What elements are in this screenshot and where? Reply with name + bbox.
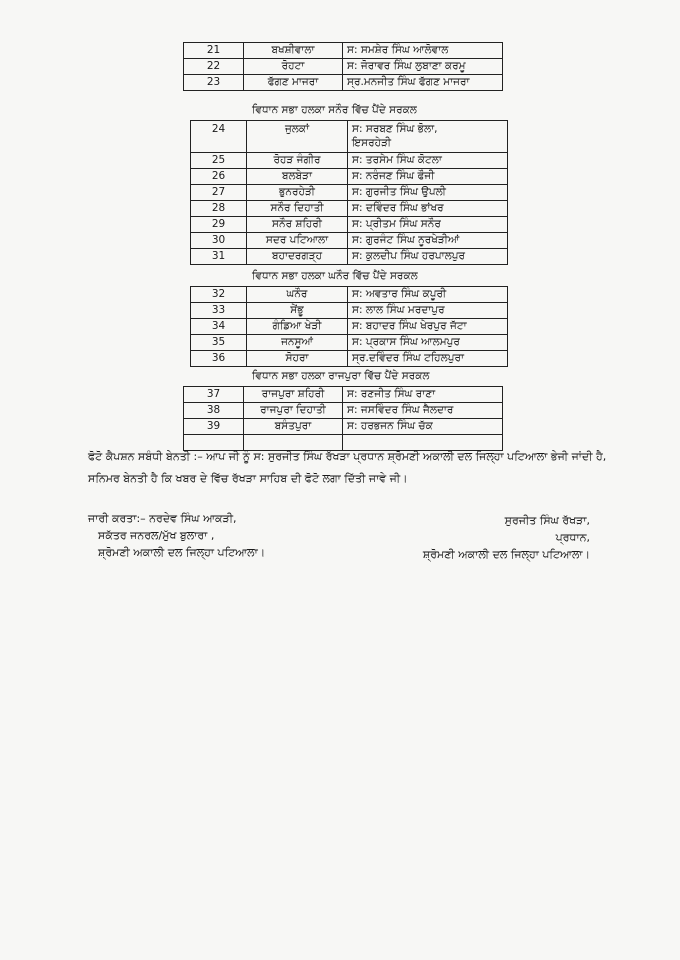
row-number: 26 bbox=[191, 169, 247, 185]
table-row bbox=[191, 249, 508, 265]
circle-name: ਰੋਹਟਾ bbox=[244, 59, 343, 75]
section-heading-sanour: ਵਿਧਾਨ ਸਭਾ ਹਲਕਾ ਸਨੌਰ ਵਿੱਚ ਪੈਂਦੇ ਸਰਕਲ bbox=[252, 104, 417, 116]
signatory-line-3: ਸ਼੍ਰੋਮਣੀ ਅਕਾਲੀ ਦਲ ਜਿਲ੍ਹਾ ਪਟਿਆਲਾ। bbox=[422, 548, 590, 561]
table-row bbox=[184, 43, 503, 59]
circle-table-3 bbox=[190, 286, 508, 367]
circle-name: ਸਨੌਰ ਸ਼ਹਿਰੀ bbox=[247, 217, 348, 233]
incharge-name: ਸ: ਬਹਾਦਰ ਸਿੰਘ ਖੇਰਪੁਰ ਜੱਟਾ bbox=[348, 319, 508, 335]
issuer-block bbox=[88, 510, 265, 561]
circle-name: ਸੇਂਭੂ bbox=[247, 303, 348, 319]
row-number: 24 bbox=[191, 121, 247, 153]
incharge-name-line2: ਇਸਰਹੇੜੀ bbox=[352, 137, 392, 149]
signatory-block bbox=[420, 512, 590, 563]
circle-name: ਸਨੌਰ ਦਿਹਾਤੀ bbox=[247, 201, 348, 217]
row-number: 35 bbox=[191, 335, 247, 351]
table-row bbox=[191, 335, 508, 351]
circle-name: ਸੋਹਰਾ bbox=[247, 351, 348, 367]
table-row bbox=[191, 153, 508, 169]
incharge-name bbox=[348, 121, 508, 153]
incharge-name-line1: ਸ: ਸਰਬਣ ਸਿੰਘ ਭੋਲਾ, bbox=[352, 123, 438, 135]
row-number: 27 bbox=[191, 185, 247, 201]
incharge-name: ਸ੍ਰ.ਦਵਿੰਦਰ ਸਿੰਘ ਟਹਿਲਪੁਰਾ bbox=[348, 351, 508, 367]
row-number: 38 bbox=[184, 403, 244, 419]
row-number: 37 bbox=[184, 387, 244, 403]
incharge-name: ਸ: ਜੋਰਾਵਰ ਸਿੰਘ ਲੁਬਾਣਾ ਕਰਮੂ bbox=[343, 59, 503, 75]
incharge-name: ਸ: ਹਰਭਜਨ ਸਿੰਘ ਚੱਕ bbox=[343, 419, 503, 435]
section-heading-ghanour: ਵਿਧਾਨ ਸਭਾ ਹਲਕਾ ਘਨੌਰ ਵਿੱਚ ਪੈਂਦੇ ਸਰਕਲ bbox=[252, 270, 418, 282]
incharge-name: ਸ: ਕੁਲਦੀਪ ਸਿੰਘ ਹਰਪਾਲਪੁਰ bbox=[348, 249, 508, 265]
circle-name: ਘਨੌਰ bbox=[247, 287, 348, 303]
circle-table-1 bbox=[183, 42, 503, 91]
table-row bbox=[191, 217, 508, 233]
incharge-name: ਸ: ਪ੍ਰੀਤਮ ਸਿੰਘ ਸਨੌਰ bbox=[348, 217, 508, 233]
issuer-line-1: ਜਾਰੀ ਕਰਤਾ:– ਨਰਦੇਵ ਸਿੰਘ ਆਕੜੀ, bbox=[88, 512, 237, 525]
incharge-name: ਸ: ਤਰਸੇਮ ਸਿੰਘ ਕੋਟਲਾ bbox=[348, 153, 508, 169]
incharge-name: ਸ: ਜਸਵਿੰਦਰ ਸਿੰਘ ਜੈਲਦਾਰ bbox=[343, 403, 503, 419]
incharge-name: ਸ: ਲਾਲ ਸਿੰਘ ਮਰਦਾਪੁਰ bbox=[348, 303, 508, 319]
row-number: 34 bbox=[191, 319, 247, 335]
table-row bbox=[191, 201, 508, 217]
circle-name: ਜਨਸੂਆਂ bbox=[247, 335, 348, 351]
circle-table-4 bbox=[183, 386, 503, 451]
incharge-name: ਸ: ਰਣਜੀਤ ਸਿੰਘ ਰਾਣਾ bbox=[343, 387, 503, 403]
signatory-line-1: ਸੁਰਜੀਤ ਸਿੰਘ ਰੱਖੜਾ, bbox=[504, 514, 590, 527]
incharge-name: ਸ: ਗੁਰਜੰਟ ਸਿੰਘ ਨੂਰਖੇੜੀਆਂ bbox=[348, 233, 508, 249]
row-number: 21 bbox=[184, 43, 244, 59]
circle-name: ਸਦਰ ਪਟਿਆਲਾ bbox=[247, 233, 348, 249]
row-number: 29 bbox=[191, 217, 247, 233]
circle-name: ਬਲਬੇੜਾ bbox=[247, 169, 348, 185]
circle-table-2 bbox=[190, 120, 508, 265]
row-number: 31 bbox=[191, 249, 247, 265]
table-row bbox=[191, 121, 508, 153]
issuer-line-3: ਸ਼੍ਰੋਮਣੀ ਅਕਾਲੀ ਦਲ ਜਿਲ੍ਹਾ ਪਟਿਆਲਾ। bbox=[98, 546, 266, 559]
row-number: 32 bbox=[191, 287, 247, 303]
table-row bbox=[184, 75, 503, 91]
circle-name: ਗੰਡਿਆ ਖੇੜੀ bbox=[247, 319, 348, 335]
table-row bbox=[184, 403, 503, 419]
table-row bbox=[191, 319, 508, 335]
circle-name: ਭੁਨਰਹੇੜੀ bbox=[247, 185, 348, 201]
table-row bbox=[191, 185, 508, 201]
incharge-name: ਸ: ਨਰੰਜਣ ਸਿੰਘ ਫੌਜੀ bbox=[348, 169, 508, 185]
incharge-name: ਸ: ਪ੍ਰਕਾਸ ਸਿੰਘ ਆਲਮਪੁਰ bbox=[348, 335, 508, 351]
row-number: 30 bbox=[191, 233, 247, 249]
circle-name: ਫੱਗਣ ਮਾਜਰਾ bbox=[244, 75, 343, 91]
row-number: 39 bbox=[184, 419, 244, 435]
signatory-line-2: ਪ੍ਰਧਾਨ, bbox=[555, 531, 590, 544]
issuer-line-2: ਸਕੱਤਰ ਜਨਰਲ/ਮੁੱਖ ਬੁਲਾਰਾ , bbox=[98, 529, 215, 542]
row-number: 22 bbox=[184, 59, 244, 75]
table-row bbox=[191, 169, 508, 185]
circle-name: ਬਹਾਦਰਗੜ੍ਹ bbox=[247, 249, 348, 265]
table-row bbox=[191, 351, 508, 367]
section-heading-rajpura: ਵਿਧਾਨ ਸਭਾ ਹਲਕਾ ਰਾਜਪੁਰਾ ਵਿੱਚ ਪੈਂਦੇ ਸਰਕਲ bbox=[252, 370, 430, 382]
row-number: 33 bbox=[191, 303, 247, 319]
row-number: 23 bbox=[184, 75, 244, 91]
circle-name: ਰਾਜਪੁਰਾ ਸ਼ਹਿਰੀ bbox=[244, 387, 343, 403]
incharge-name: ਸ: ਦਵਿੰਦਰ ਸਿੰਘ ਭਾਂਖਰ bbox=[348, 201, 508, 217]
table-row bbox=[184, 59, 503, 75]
row-number: 25 bbox=[191, 153, 247, 169]
row-number: 28 bbox=[191, 201, 247, 217]
table-row bbox=[191, 287, 508, 303]
circle-name: ਜੁਲਕਾਂ bbox=[247, 121, 348, 153]
table-row bbox=[191, 303, 508, 319]
table-row bbox=[184, 419, 503, 435]
circle-name: ਰੋਹੜ ਜੰਗੀਰ bbox=[247, 153, 348, 169]
incharge-name: ਸ੍ਰ.ਮਨਜੀਤ ਸਿੰਘ ਫੱਗਣ ਮਾਜਰਾ bbox=[343, 75, 503, 91]
photo-caption-request: ਫੋਟੋ ਕੈਪਸ਼ਨ ਸਬੰਧੀ ਬੇਨਤੀ :– ਆਪ ਜੀ ਨੂੰ ਸ: ਸੁਰਜੀਤ ਸਿੰਘ ਰੱਖੜਾ ਪ੍ਰਧਾਨ ਸ਼੍ਰੋਮਣੀ ਅਕਾਲੀ ਦਲ ਜਿਲ੍ਹਾ ਪਟਿਆਲਾ ਭੇਜੀ ਜਾਂਦੀ ਹੈ, ਸਨਿਮਰ ਬੇਨਤੀ ਹੈ ਕਿ ਖਬਰ ਦੇ ਵਿੱਚ ਰੱਖੜਾ ਸਾਹਿਬ ਦੀ ਫੋਟੋ ਲਗਾ ਦਿੱਤੀ ਜਾਵੇ ਜੀ। bbox=[88, 450, 607, 485]
table-row bbox=[191, 233, 508, 249]
incharge-name: ਸ: ਸਮਸ਼ੇਰ ਸਿੰਘ ਆਲੋਵਾਲ bbox=[343, 43, 503, 59]
incharge-name: ਸ: ਅਵਤਾਰ ਸਿੰਘ ਕਪੂਰੀ bbox=[348, 287, 508, 303]
circle-name: ਰਾਜਪੁਰਾ ਦਿਹਾਤੀ bbox=[244, 403, 343, 419]
table-row bbox=[184, 387, 503, 403]
incharge-name: ਸ: ਗੁਰਜੀਤ ਸਿੰਘ ਉਪਲੀ bbox=[348, 185, 508, 201]
row-number: 36 bbox=[191, 351, 247, 367]
circle-name: ਬਖਸ਼ੀਵਾਲਾ bbox=[244, 43, 343, 59]
circle-name: ਬਸੰਤਪੁਰਾ bbox=[244, 419, 343, 435]
